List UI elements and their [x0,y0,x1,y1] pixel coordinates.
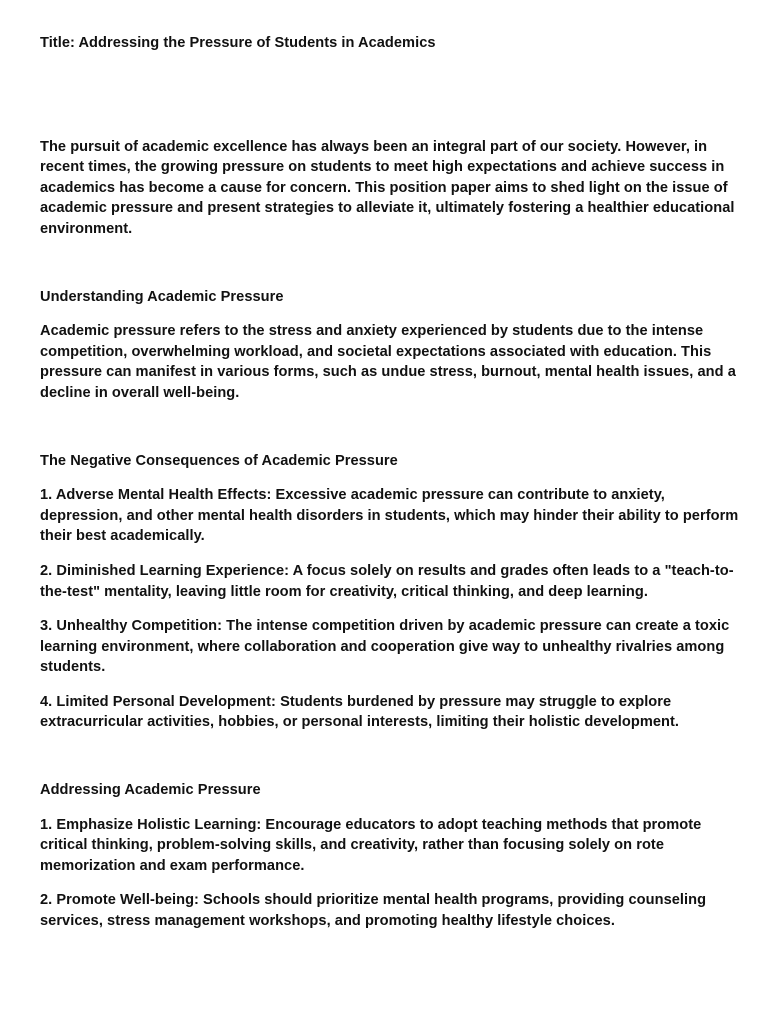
section-heading-understanding: Understanding Academic Pressure [40,288,284,305]
list-item-consequence-1: 1. Adverse Mental Health Effects: Excessive academic pressure can contribute to anxiety, depression, and other mental health disorders in students, which may hinder their ability to perform their best academically. [40,487,739,545]
list-item-consequence-4: 4. Limited Personal Development: Students burdened by pressure may struggle to explore extracurricular activities, hobbies, or personal interests, limiting their holistic development. [40,693,679,731]
section-heading-consequences: The Negative Consequences of Academic Pressure [40,452,398,469]
list-item-strategy-2: 2. Promote Well-being: Schools should prioritize mental health programs, providing counseling services, stress management workshops, and promoting healthy lifestyle choices. [40,892,707,930]
intro-paragraph: The pursuit of academic excellence has always been an integral part of our society. However, in recent times, the growing pressure on students to meet high expectations and achieve success in academics has become a cause for concern. This position paper aims to shed light on the issue of academic pressure and present strategies to alleviate it, ultimately fostering a healthier educational environment. [40,138,735,237]
section-heading-addressing: Addressing Academic Pressure [40,782,261,799]
document-page [40,33,740,946]
document-title: Title: Addressing the Pressure of Students in Academics [40,35,436,51]
list-item-consequence-3: 3. Unhealthy Competition: The intense competition driven by academic pressure can create a toxic learning environment, where collaboration and cooperation give way to unhealthy rivalries among students. [40,618,730,676]
list-item-consequence-2: 2. Diminished Learning Experience: A focus solely on results and grades often leads to a "teach-to-the-test" mentality, leaving little room for creativity, critical thinking, and deep learning. [40,562,734,600]
section-paragraph: Academic pressure refers to the stress and anxiety experienced by students due to the intense competition, overwhelming workload, and societal expectations associated with education. This pressure can manifest in various forms, such as undue stress, burnout, mental health issues, and a decline in overall well-being. [40,323,736,401]
list-item-strategy-1: 1. Emphasize Holistic Learning: Encourage educators to adopt teaching methods that promote critical thinking, problem-solving skills, and creativity, rather than focusing solely on rote memorization and exam performance. [40,816,702,874]
